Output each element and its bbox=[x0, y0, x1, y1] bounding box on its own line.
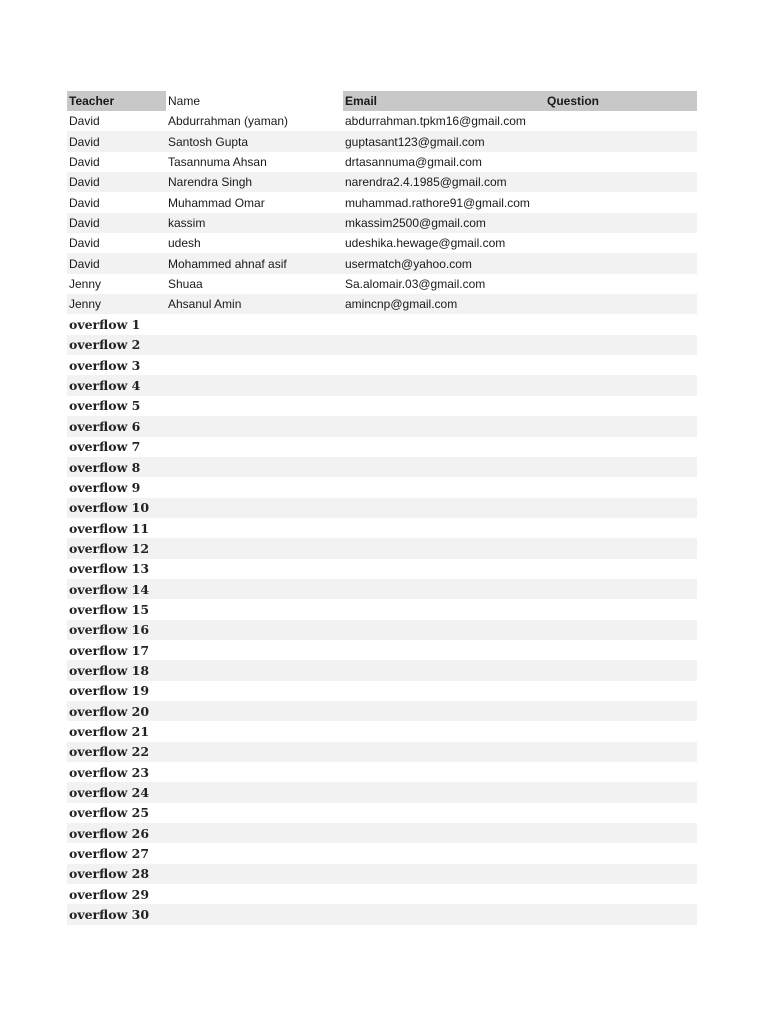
cell-overflow-label[interactable]: overflow 27 bbox=[69, 846, 150, 862]
overflow-row bbox=[67, 762, 697, 782]
cell-overflow-label[interactable]: overflow 6 bbox=[69, 418, 141, 434]
overflow-row bbox=[67, 559, 697, 579]
cell-overflow-label[interactable]: overflow 1 bbox=[69, 317, 141, 333]
overflow-row bbox=[67, 579, 697, 599]
header-teacher[interactable]: Teacher bbox=[67, 91, 166, 111]
header-row bbox=[67, 91, 697, 111]
overflow-row bbox=[67, 721, 697, 741]
overflow-row bbox=[67, 477, 697, 497]
cell-email[interactable]: mkassim2500@gmail.com bbox=[345, 215, 486, 230]
cell-overflow-label[interactable]: overflow 2 bbox=[69, 337, 141, 353]
cell-email[interactable]: narendra2.4.1985@gmail.com bbox=[345, 175, 507, 190]
cell-email[interactable]: udeshika.hewage@gmail.com bbox=[345, 236, 506, 251]
overflow-row bbox=[67, 823, 697, 843]
cell-overflow-label[interactable]: overflow 3 bbox=[69, 357, 141, 373]
overflow-row bbox=[67, 782, 697, 802]
cell-overflow-label[interactable]: overflow 20 bbox=[69, 703, 150, 719]
cell-name[interactable]: Mohammed ahnaf asif bbox=[168, 256, 287, 271]
cell-email[interactable]: amincnp@gmail.com bbox=[345, 297, 458, 312]
cell-overflow-label[interactable]: overflow 22 bbox=[69, 744, 150, 760]
cell-overflow-label[interactable]: overflow 23 bbox=[69, 764, 150, 780]
overflow-row bbox=[67, 864, 697, 884]
cell-overflow-label[interactable]: overflow 26 bbox=[69, 825, 150, 841]
spreadsheet-table bbox=[67, 91, 697, 925]
table-body bbox=[67, 111, 697, 925]
overflow-row bbox=[67, 681, 697, 701]
cell-overflow-label[interactable]: overflow 5 bbox=[69, 398, 141, 414]
overflow-row bbox=[67, 375, 697, 395]
cell-overflow-label[interactable]: overflow 24 bbox=[69, 785, 150, 801]
overflow-row bbox=[67, 314, 697, 334]
cell-teacher[interactable]: Jenny bbox=[69, 276, 102, 291]
cell-overflow-label[interactable]: overflow 17 bbox=[69, 642, 150, 658]
header-name[interactable]: Name bbox=[166, 91, 343, 111]
table-row bbox=[67, 152, 697, 172]
cell-teacher[interactable]: David bbox=[69, 154, 100, 169]
table-row bbox=[67, 233, 697, 253]
cell-overflow-label[interactable]: overflow 12 bbox=[69, 540, 150, 556]
overflow-row bbox=[67, 803, 697, 823]
table-row bbox=[67, 111, 697, 131]
cell-teacher[interactable]: David bbox=[69, 195, 100, 210]
cell-email[interactable]: guptasant123@gmail.com bbox=[345, 134, 485, 149]
cell-email[interactable]: abdurrahman.tpkm16@gmail.com bbox=[345, 114, 526, 129]
overflow-row bbox=[67, 904, 697, 924]
cell-overflow-label[interactable]: overflow 10 bbox=[69, 500, 150, 516]
cell-overflow-label[interactable]: overflow 25 bbox=[69, 805, 150, 821]
cell-teacher[interactable]: David bbox=[69, 175, 100, 190]
cell-overflow-label[interactable]: overflow 15 bbox=[69, 601, 150, 617]
cell-overflow-label[interactable]: overflow 19 bbox=[69, 683, 150, 699]
overflow-row bbox=[67, 355, 697, 375]
cell-overflow-label[interactable]: overflow 11 bbox=[69, 520, 150, 536]
table-row bbox=[67, 294, 697, 314]
cell-overflow-label[interactable]: overflow 21 bbox=[69, 723, 150, 739]
cell-overflow-label[interactable]: overflow 18 bbox=[69, 662, 150, 678]
cell-overflow-label[interactable]: overflow 13 bbox=[69, 561, 150, 577]
header-question[interactable]: Question bbox=[547, 94, 600, 108]
overflow-row bbox=[67, 538, 697, 558]
overflow-row bbox=[67, 335, 697, 355]
overflow-row bbox=[67, 437, 697, 457]
overflow-row bbox=[67, 396, 697, 416]
header-email[interactable]: Email bbox=[345, 94, 378, 108]
cell-overflow-label[interactable]: overflow 7 bbox=[69, 439, 141, 455]
overflow-row bbox=[67, 518, 697, 538]
cell-name[interactable]: kassim bbox=[168, 215, 206, 230]
overflow-row bbox=[67, 742, 697, 762]
cell-teacher[interactable]: David bbox=[69, 236, 100, 251]
cell-teacher[interactable]: David bbox=[69, 256, 100, 271]
overflow-row bbox=[67, 599, 697, 619]
table-row bbox=[67, 131, 697, 151]
cell-overflow-label[interactable]: overflow 29 bbox=[69, 886, 150, 902]
cell-email[interactable]: usermatch@yahoo.com bbox=[345, 256, 472, 271]
cell-overflow-label[interactable]: overflow 30 bbox=[69, 907, 150, 923]
cell-name[interactable]: Ahsanul Amin bbox=[168, 297, 242, 312]
cell-overflow-label[interactable]: overflow 14 bbox=[69, 581, 150, 597]
cell-overflow-label[interactable]: overflow 4 bbox=[69, 378, 141, 394]
overflow-row bbox=[67, 457, 697, 477]
cell-email[interactable]: drtasannuma@gmail.com bbox=[345, 154, 482, 169]
cell-teacher[interactable]: David bbox=[69, 114, 100, 129]
overflow-row bbox=[67, 884, 697, 904]
overflow-row bbox=[67, 843, 697, 863]
header-email-question bbox=[343, 91, 697, 111]
table-row bbox=[67, 192, 697, 212]
cell-name[interactable]: Muhammad Omar bbox=[168, 195, 265, 210]
cell-name[interactable]: Shuaa bbox=[168, 276, 203, 291]
overflow-row bbox=[67, 640, 697, 660]
cell-teacher[interactable]: David bbox=[69, 215, 100, 230]
table-row bbox=[67, 172, 697, 192]
cell-name[interactable]: udesh bbox=[168, 236, 201, 251]
cell-teacher[interactable]: Jenny bbox=[69, 297, 102, 312]
cell-name[interactable]: Abdurrahman (yaman) bbox=[168, 114, 289, 129]
table-row bbox=[67, 253, 697, 273]
cell-name[interactable]: Tasannuma Ahsan bbox=[168, 154, 267, 169]
cell-teacher[interactable]: David bbox=[69, 134, 100, 149]
cell-overflow-label[interactable]: overflow 9 bbox=[69, 479, 141, 495]
cell-email[interactable]: Sa.alomair.03@gmail.com bbox=[345, 276, 486, 291]
overflow-row bbox=[67, 416, 697, 436]
cell-email[interactable]: muhammad.rathore91@gmail.com bbox=[345, 195, 530, 210]
table-row bbox=[67, 274, 697, 294]
cell-overflow-label[interactable]: overflow 8 bbox=[69, 459, 141, 475]
overflow-row bbox=[67, 620, 697, 640]
overflow-row bbox=[67, 701, 697, 721]
cell-overflow-label[interactable]: overflow 28 bbox=[69, 866, 150, 882]
overflow-row bbox=[67, 498, 697, 518]
cell-name[interactable]: Narendra Singh bbox=[168, 175, 253, 190]
table-row bbox=[67, 213, 697, 233]
cell-name[interactable]: Santosh Gupta bbox=[168, 134, 249, 149]
cell-overflow-label[interactable]: overflow 16 bbox=[69, 622, 150, 638]
overflow-row bbox=[67, 660, 697, 680]
